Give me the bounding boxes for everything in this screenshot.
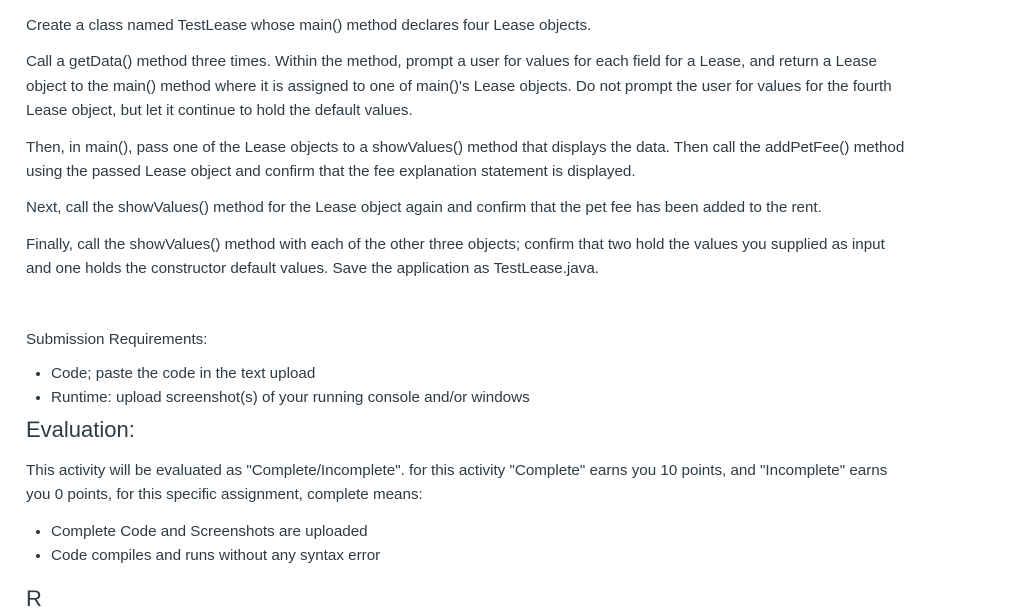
spacer	[26, 294, 906, 328]
instruction-paragraph-3: Then, in main(), pass one of the Lease objects to a showValues() method that displays the data. Then call the addPetFee() method using the passed Lease object and confirm that the fee explanation statement is displayed.	[26, 138, 905, 181]
list-item: • Runtime: upload screenshot(s) of your running console and/or windows	[51, 386, 906, 410]
submission-requirements-list	[26, 362, 906, 411]
submission-requirements-heading: Submission Requirements:	[26, 330, 208, 348]
evaluation-criteria-list	[26, 520, 906, 569]
list-item: • Code compiles and runs without any syntax error	[51, 544, 906, 568]
instruction-paragraph-2: Call a getData() method three times. Within the method, prompt a user for values for each field for a Lease, and return a Lease object to the main() method where it is assigned to one of main()'s Lease objects. Do not prompt the user for values for the fourth Lease object, but let it continue to hold the default values.	[26, 53, 892, 120]
instruction-paragraph-1: Create a class named TestLease whose main() method declares four Lease objects.	[26, 17, 592, 34]
assignment-content	[26, 14, 906, 569]
list-item: • Code; paste the code in the text upload	[51, 362, 906, 386]
list-item: • Complete Code and Screenshots are uploaded	[51, 520, 906, 544]
evaluation-intro: This activity will be evaluated as "Complete/Incomplete". for this activity "Complete" earns you 10 points, and "Incomplete" earns you 0 points, for this specific assignment, complete means:	[26, 461, 888, 504]
cut-off-heading-fragment: R	[26, 586, 42, 611]
instruction-paragraph-4: Next, call the showValues() method for the Lease object again and confirm that the pet fee has been added to the rent.	[26, 199, 822, 217]
instruction-paragraph-5: Finally, call the showValues() method with each of the other three objects; confirm that two hold the values you supplied as input and one holds the constructor default values. Save the application as TestLease.java.	[26, 235, 885, 278]
evaluation-heading: Evaluation:	[26, 416, 135, 442]
